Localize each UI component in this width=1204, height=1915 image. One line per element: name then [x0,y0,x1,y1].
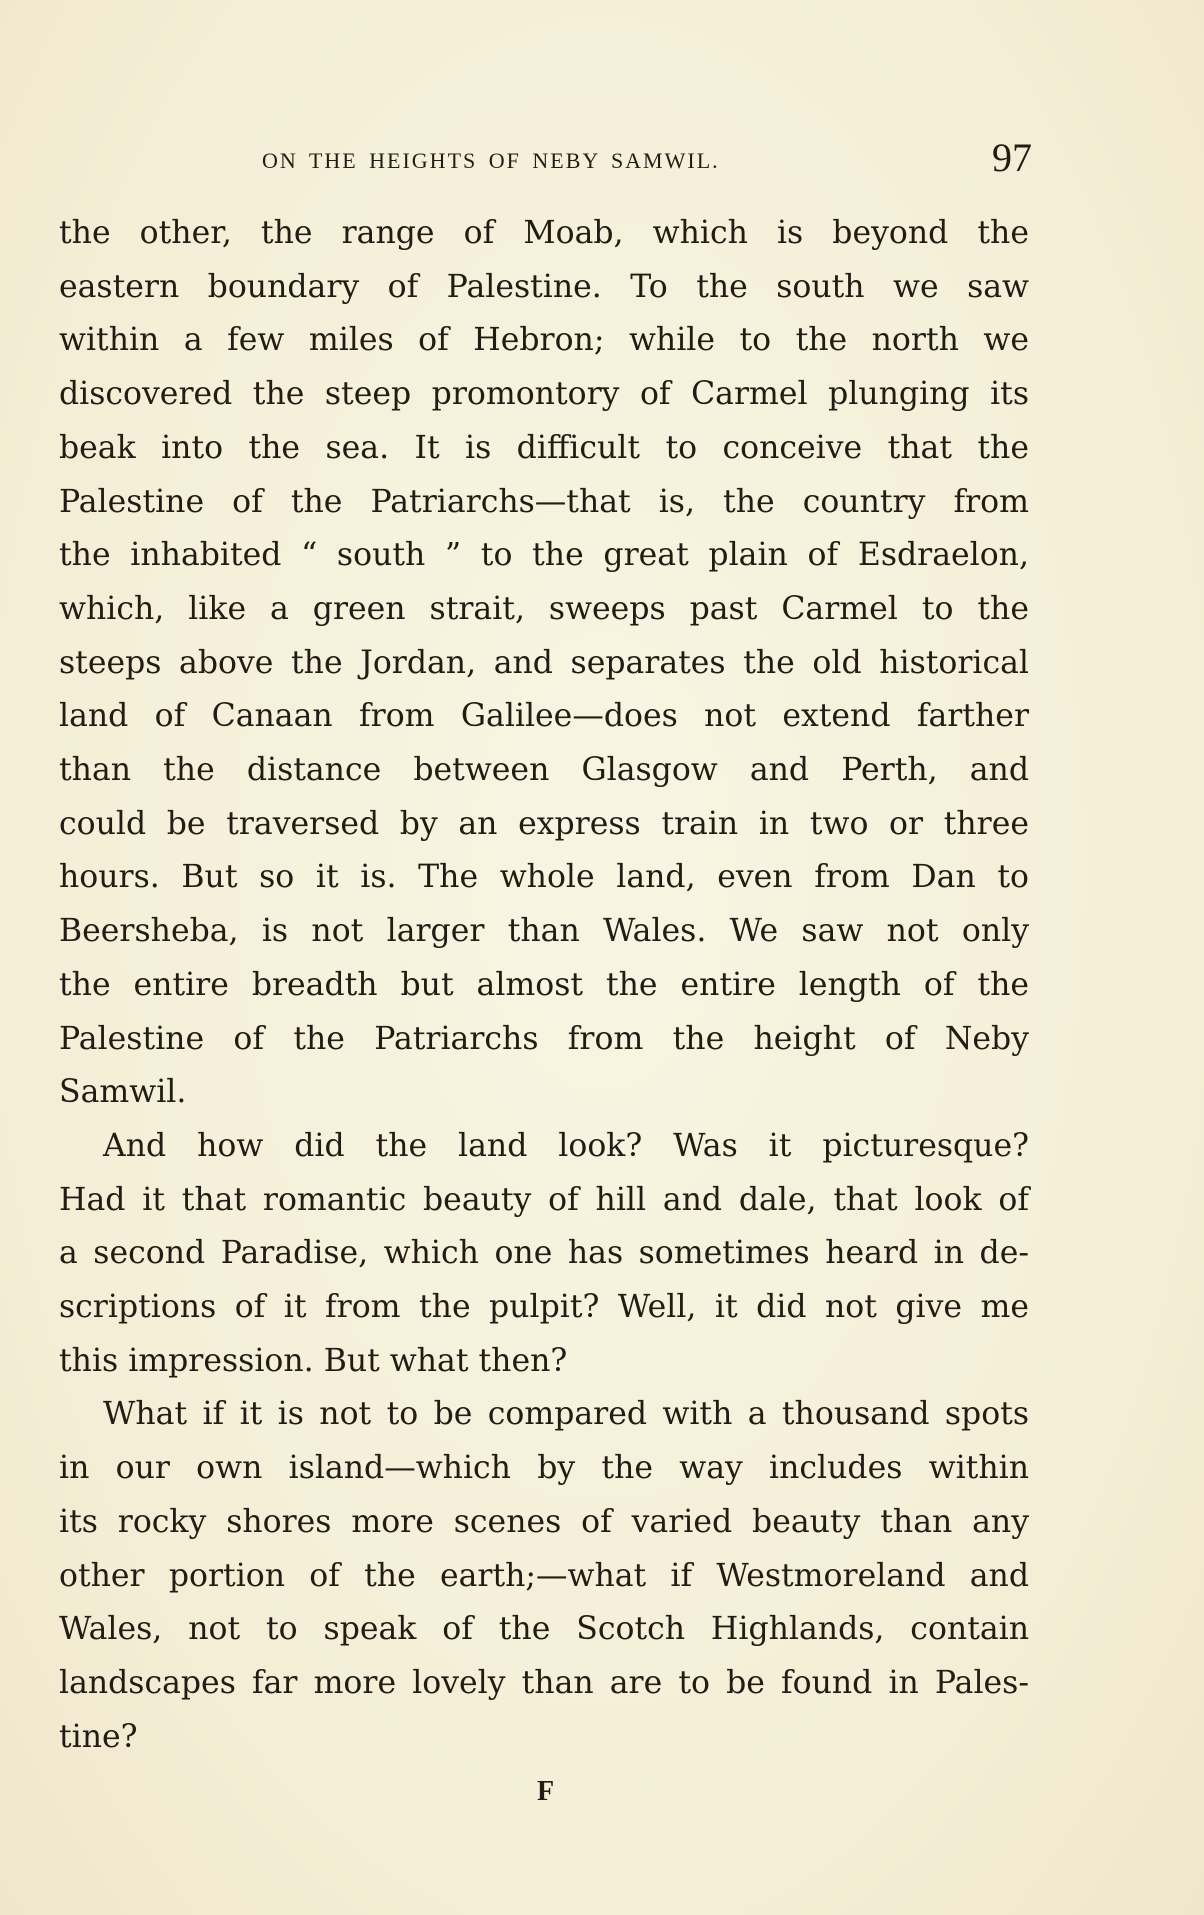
text-line: in our own island—which by the way includes within [59,1450,1029,1487]
text-line: than the distance between Glasgow and Perth, and [59,752,1029,789]
text-line: Had it that romantic beauty of hill and dale, that look of [59,1181,1029,1218]
text-line: this impression. But what then? [59,1342,568,1379]
body-text [59,207,1029,1764]
text-line: land of Canaan from Galilee—does not extend farther [59,698,1029,735]
text-line: Palestine of the Patriarchs from the height of Neby [59,1020,1029,1057]
text-line: steeps above the Jordan, and separates the old historical [59,644,1029,681]
text-line: its rocky shores more scenes of varied beauty than any [59,1503,1029,1540]
text-line: Palestine of the Patriarchs—that is, the country from [59,483,1029,520]
text-line: scriptions of it from the pulpit? Well, it did not give me [59,1289,1029,1326]
text-line: could be traversed by an express train in two or three [59,805,1029,842]
text-line: the other, the range of Moab, which is beyond the [59,215,1029,251]
text-line: the entire breadth but almost the entire length of the [59,966,1029,1003]
page-number: 97 [992,135,1032,180]
text-line: Wales, not to speak of the Scotch Highlands, contain [59,1611,1029,1648]
text-line: the inhabited “ south ” to the great plain of Esdraelon, [59,537,1029,574]
running-head [0,134,1204,184]
paragraph-1 [59,207,1029,1120]
text-line: Samwil. [59,1074,187,1111]
text-line: Beersheba, is not larger than Wales. We saw not only [59,913,1029,950]
text-line: discovered the steep promontory of Carmel plunging its [59,376,1029,413]
text-line: a second Paradise, which one has sometimes heard in de- [59,1235,1029,1272]
text-line: beak into the sea. It is difficult to conceive that the [59,429,1029,466]
text-line: landscapes far more lovely than are to be found in Pales- [59,1664,1029,1701]
text-line: What if it is not to be compared with a thousand spots [103,1396,1029,1433]
text-line: eastern boundary of Palestine. To the south we saw [59,268,1029,305]
paragraph-3 [59,1388,1029,1764]
paragraph-2 [59,1120,1029,1389]
text-line: other portion of the earth;—what if Westmoreland and [59,1557,1029,1594]
text-line: within a few miles of Hebron; while to the north we [59,322,1029,359]
signature-mark: F [537,1776,555,1807]
text-line: which, like a green strait, sweeps past Carmel to the [59,590,1029,627]
text-line: hours. But so it is. The whole land, even from Dan to [59,859,1029,896]
running-title: ON THE HEIGHTS OF NEBY SAMWIL. [262,148,720,173]
text-line: And how did the land look? Was it picturesque? [103,1127,1029,1164]
text-line: tine? [59,1718,138,1755]
